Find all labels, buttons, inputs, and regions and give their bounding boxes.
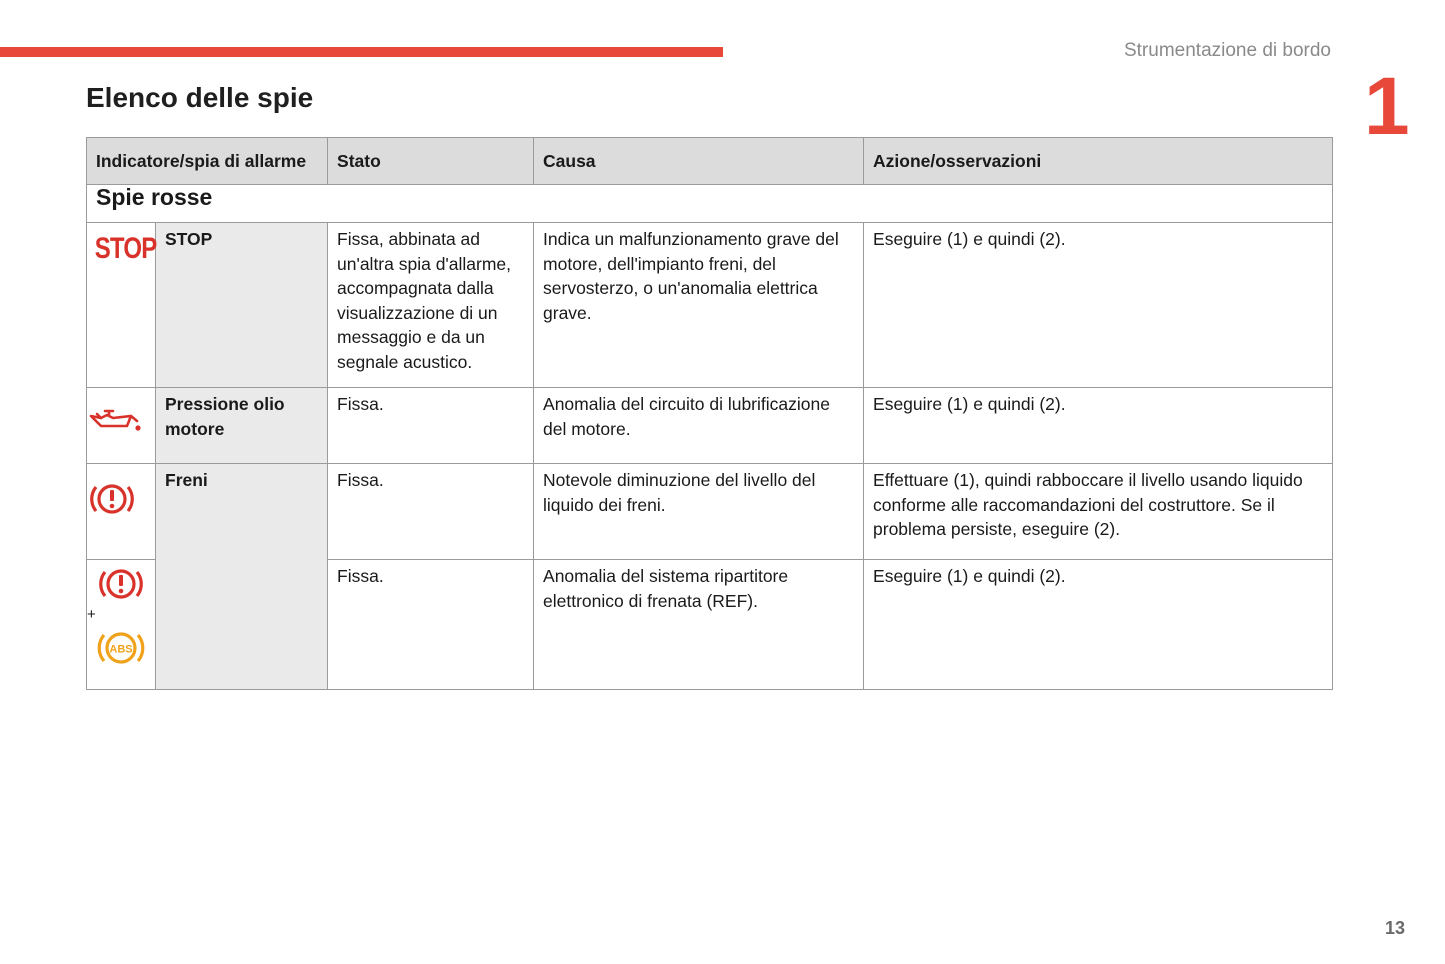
plus-sign: + [87, 606, 96, 623]
warning-lights-table [86, 137, 1333, 690]
table-header-row [87, 138, 1333, 185]
column-header-action: Azione/osservazioni [864, 138, 1333, 185]
indicator-name: Pressione olio motore [156, 388, 328, 464]
cause-cell: Anomalia del sistema ripartitore elettronico di frenata (REF). [534, 560, 864, 690]
oil-pressure-icon-cell [87, 388, 156, 464]
cause-cell: Notevole diminuzione del livello del liquido dei freni. [534, 464, 864, 560]
page-number: 13 [1384, 918, 1405, 938]
state-cell: Fissa, abbinata ad un'altra spia d'allarme, accompagnata dalla visualizzazione di un messaggio e da un segnale acustico. [328, 223, 534, 388]
section-header: Strumentazione di bordo [1123, 40, 1331, 61]
group-row [87, 185, 1333, 223]
chapter-number: 1 [1364, 61, 1410, 152]
stop-warning-icon [87, 223, 156, 388]
brake-warning-icon [96, 564, 146, 604]
state-cell: Fissa. [328, 464, 534, 560]
column-header-cause: Causa [534, 138, 864, 185]
table-row [87, 388, 1333, 464]
state-cell: Fissa. [328, 560, 534, 690]
indicator-name: STOP [156, 223, 328, 388]
brake-abs-warning-icon-cell [87, 560, 156, 690]
abs-warning-icon [93, 626, 149, 670]
indicator-name: Freni [156, 464, 328, 690]
abs-icon-text: ABS [109, 643, 133, 656]
cause-cell: Anomalia del circuito di lubrificazione del motore. [534, 388, 864, 464]
column-header-indicator: Indicatore/spia di allarme [87, 138, 328, 185]
group-title: Spie rosse [87, 185, 1333, 223]
state-cell: Fissa. [328, 388, 534, 464]
table-row [87, 464, 1333, 560]
brake-warning-icon-cell [87, 464, 156, 560]
action-cell: Effettuare (1), quindi rabboccare il livello usando liquido conforme alle raccomandazioni del costruttore. Se il problema persiste, eseguire (2). [864, 464, 1333, 560]
cause-cell: Indica un malfunzionamento grave del motore, dell'impianto freni, del servosterzo, o un'anomalia elettrica grave. [534, 223, 864, 388]
action-cell: Eseguire (1) e quindi (2). [864, 560, 1333, 690]
stop-icon-text: STOP [94, 232, 157, 265]
top-accent-bar [0, 47, 723, 57]
table-row [87, 223, 1333, 388]
action-cell: Eseguire (1) e quindi (2). [864, 223, 1333, 388]
oil-pressure-icon [87, 406, 143, 436]
page-title: Elenco delle spie [86, 82, 314, 113]
column-header-state: Stato [328, 138, 534, 185]
action-cell: Eseguire (1) e quindi (2). [864, 388, 1333, 464]
brake-warning-icon [87, 478, 137, 520]
